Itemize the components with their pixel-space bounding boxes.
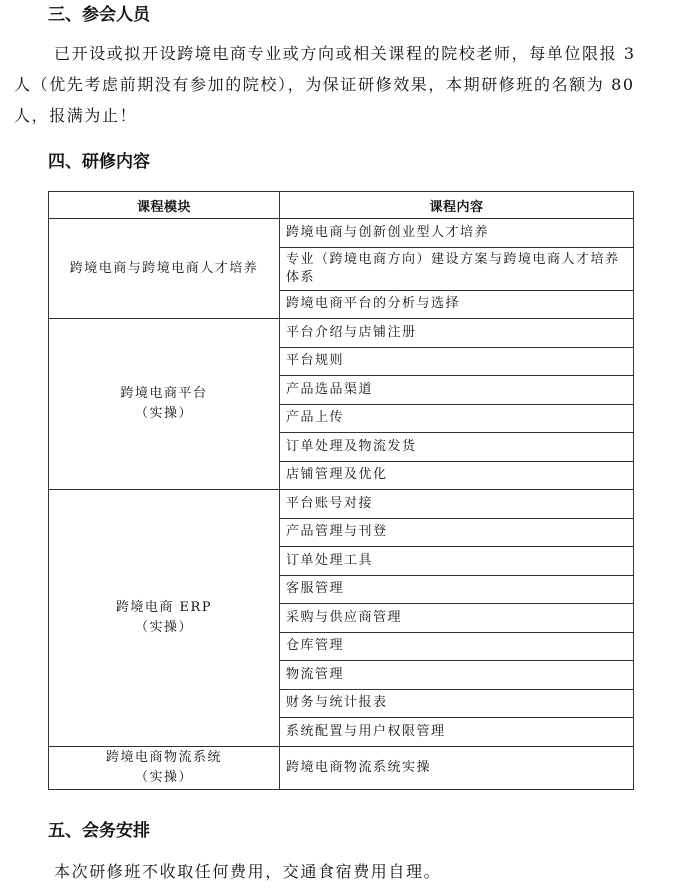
column-header-module: 课程模块: [49, 192, 280, 219]
content-cell: 跨境电商物流系统实操: [280, 746, 634, 789]
column-header-content: 课程内容: [280, 192, 634, 219]
content-cell: 财务与统计报表: [280, 689, 634, 718]
participants-paragraph: [14, 38, 664, 131]
content-cell: 客服管理: [280, 575, 634, 604]
content-cell: 订单处理工具: [280, 547, 634, 576]
paragraph-line: 已开设或拟开设跨境电商专业或方向或相关课程的院校老师，每单位限报 3: [54, 44, 636, 63]
module-name: 跨境电商物流系统: [105, 749, 222, 765]
module-cell: [49, 490, 280, 747]
paragraph-line: 人，报满为止！: [14, 106, 138, 125]
content-cell: 仓库管理: [280, 632, 634, 661]
content-cell: 平台账号对接: [280, 490, 634, 519]
module-name: 跨境电商平台: [120, 386, 208, 401]
paragraph-line: 人（优先考虑前期没有参加的院校），为保证研修效果，本期研修班的名额为 80: [14, 75, 635, 94]
table-row: [49, 746, 634, 789]
content-cell: 跨境电商平台的分析与选择: [280, 290, 634, 319]
content-cell: 产品选品渠道: [280, 376, 634, 405]
content-cell: 系统配置与用户权限管理: [280, 718, 634, 747]
logistics-paragraph: [14, 856, 664, 887]
section-heading-logistics: 五、会务安排: [48, 821, 150, 841]
content-cell: 产品上传: [280, 404, 634, 433]
table-row: [49, 319, 634, 348]
content-cell: 产品管理与刊登: [280, 518, 634, 547]
table-row: [49, 219, 634, 248]
module-name: 跨境电商 ERP: [115, 599, 213, 615]
module-cell: [49, 219, 280, 319]
module-name: 跨境电商与跨境电商人才培养: [69, 260, 259, 276]
content-cell: 采购与供应商管理: [280, 604, 634, 633]
paragraph-line: 本次研修班不收取任何费用，交通食宿费用自理。: [54, 862, 442, 881]
content-cell: 平台介绍与店铺注册: [280, 319, 634, 348]
section-heading-course-content: 四、研修内容: [48, 152, 150, 172]
content-cell: 店铺管理及优化: [280, 461, 634, 490]
module-cell: [49, 746, 280, 789]
module-note: （实操）: [134, 619, 193, 635]
module-cell: [49, 319, 280, 490]
table-header-row: [49, 192, 634, 219]
section-heading-participants: 三、参会人员: [48, 5, 150, 25]
course-content-table: [48, 191, 634, 790]
content-cell: 平台规则: [280, 347, 634, 376]
content-cell: 物流管理: [280, 661, 634, 690]
module-note: （实操）: [134, 769, 193, 785]
table-row: [49, 490, 634, 519]
content-cell: 跨境电商与创新创业型人才培养: [280, 219, 634, 248]
content-cell: 专业（跨境电商方向）建设方案与跨境电商人才培养体系: [280, 247, 634, 290]
module-note: （实操）: [134, 406, 193, 421]
content-cell: 订单处理及物流发货: [280, 433, 634, 462]
